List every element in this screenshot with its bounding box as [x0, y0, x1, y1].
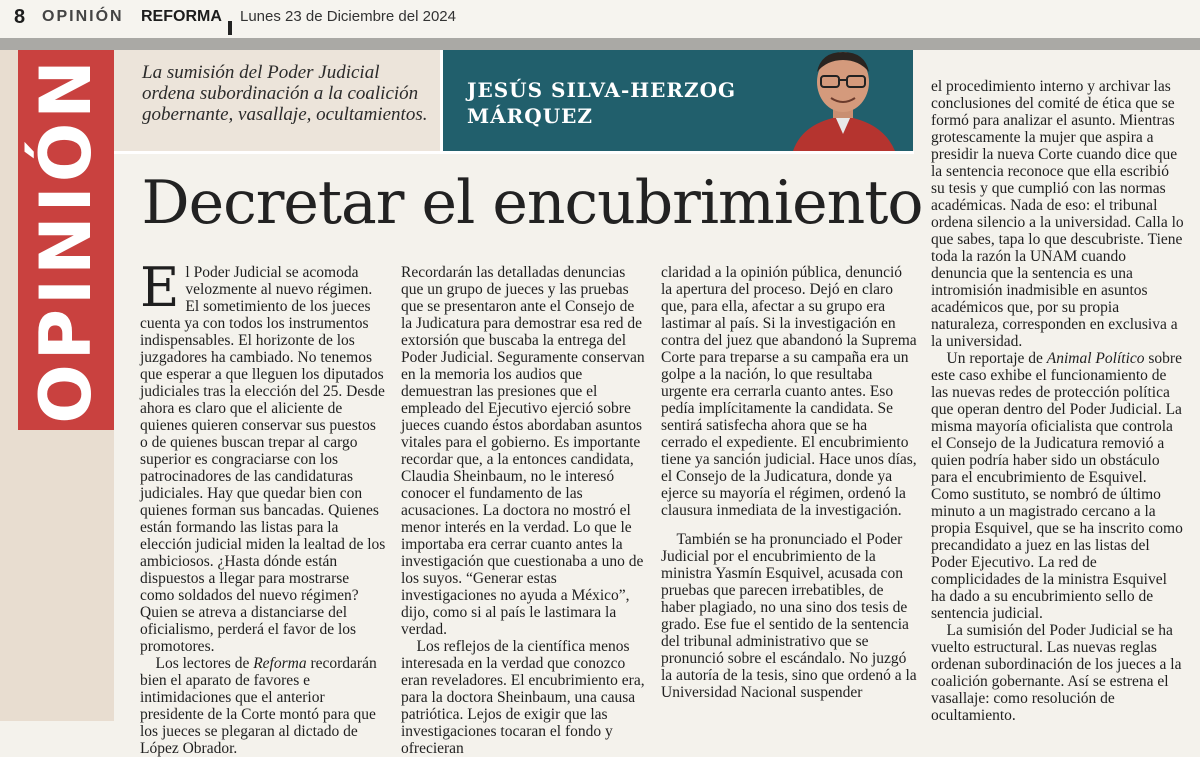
article-column-2: [401, 264, 647, 757]
vertical-section-title: [18, 50, 114, 430]
issue-date: Lunes 23 de Diciembre del 2024: [240, 8, 456, 25]
paragraph: el procedimiento interno y archivar las conclusiones del comité de ética que se formó para analizar el asunto. Mientras grotescamente la mujer que aspira a presidir la nueva Corte cuando dice que la sentencia reconoce que ella escribió su tesis y que cumplió con las normas académicas. Nada de eso: el tribunal ordena silencio a la universidad. Calla lo que sabes, tapa lo que descubriste. Tiene toda la razón la UNAM cuando denuncia que la sentencia es una intromisión inadmisible en asuntos académicos que, por su propia naturaleza, corresponden en exclusiva a la universidad.: [931, 78, 1184, 350]
paragraph: [401, 638, 647, 757]
paragraph-text: Un reportaje de: [946, 350, 1047, 367]
author-byline: [443, 50, 913, 151]
byline-bottom-rule: [114, 151, 914, 154]
section-name: OPINIÓN: [42, 8, 124, 25]
header-rule: [0, 38, 1200, 50]
dek-box: [114, 50, 440, 151]
vertical-title-text: OPINIÓN: [25, 56, 107, 424]
article-column-4: [931, 78, 1185, 724]
paragraph-text: Los reflejos de la científica menos interesada en la verdad que conozco eran reveladores. El encubrimiento era, para la doctora Sheinbaum, una causa patriótica. Lejos de exigir que las investigaciones tocaran el fondo y ofrecieran: [401, 638, 645, 757]
page-number: 8: [14, 6, 26, 28]
paragraph: [140, 256, 386, 655]
paragraph: claridad a la opinión pública, denunció la apertura del proceso. Dejó en claro que, para ella, afectar a su grupo era lastimar al país. Si la investigación en contra del juez que abandonó la Suprema Corte para treparse a su campaña era un golpe a la nación, lo que resultaba urgente era cerrarla cuanto antes. Eso pedía implícitamente la candidata. Se sentirá satisfecha ahora que se ha cerrado el expediente. El encubrimiento tiene ya sanción judicial. Hace unos días, el Consejo de la Judicatura, donde ya ejerce su mayoría el régimen, ordenó la clausura inmediata de la investigación.: [661, 264, 917, 519]
paragraph-text: Los lectores de: [155, 655, 254, 672]
paragraph-text: También se ha pronunciado el Poder Judicial por el encubrimiento de la ministra Yasmín Esquivel, acusada con pruebas que parecen irrebatibles, de haber plagiado, no una sino dos tesis de grado. Ese fue el sentido de la sentencia del tribunal administrativo que se pronunció sobre el escándalo. No juzgó la autoría de la tesis, sino que ordenó a la Universidad Nacional suspender: [661, 531, 917, 701]
author-name-line2: MÁRQUEZ: [467, 104, 593, 128]
author-portrait: [773, 50, 913, 151]
page-header: [0, 0, 1200, 38]
headline: Decretar el encubrimiento: [141, 168, 923, 238]
paragraph: [931, 350, 1185, 622]
paragraph: [931, 622, 1185, 724]
paragraph: [140, 655, 386, 757]
header-separator: [228, 21, 232, 35]
paragraph-text: La sumisión del Poder Judicial se ha vuelto estructural. Las nuevas reglas ordenan subordinación de los jueces a la coalición gobernante. Así se estrena el vasallaje: como resolución de ocultamiento.: [931, 622, 1182, 724]
drop-cap: E: [140, 256, 180, 319]
outlet-reference: Animal Político: [1046, 350, 1145, 367]
paragraph: [661, 531, 917, 701]
paragraph-text: sobre este caso exhibe el funcionamiento de las nuevas redes de protección política que operan dentro del Poder Judicial. La misma mayoría oficialista que controla el Consejo de la Judicatura removió a quien podría haber sido un obstáculo para el encubrimiento de Esquivel. Como sustituto, se nombró de último minuto a un magistrado cercano a la propia Esquivel, que se ha inscrito como precandidato a juez en las listas del Poder Ejecutivo. La red de complicidades de la ministra Esquivel ha dado a su encubrimiento sello de sentencia judicial.: [931, 350, 1183, 622]
paragraph-gap: [661, 519, 917, 531]
newspaper-name: REFORMA: [141, 8, 222, 25]
article-column-3: [661, 264, 917, 701]
paragraph-text: recordarán bien el aparato de favores e intimidaciones que el anterior presidente de la Corte montó para que los jueces se plegaran al dictado de López Obrador.: [140, 655, 377, 757]
paragraph: Recordarán las detalladas denuncias que un grupo de jueces y las pruebas que se presentaron ante el Consejo de la Judicatura para demostrar esa red de extorsión que buscaba la entrega del Poder Judicial. Seguramente conservan en la memoria los audios que demuestran las presiones que el empleado del Ejecutivo ejerció sobre jueces cuando éstos abordaban asuntos vitales para el gobierno. Es importante recordar que, a la entonces candidata, Claudia Sheinbaum, no le interesó conocer el fundamento de las acusaciones. La doctora no mostró el menor interés en la verdad. Lo que le importaba era cerrar cuanto antes la investigación que cuestionaba a uno de los suyos. “Generar estas investigaciones no ayuda a México”, dijo, como si al país le lastimara la verdad.: [401, 264, 645, 638]
author-name-line1: JESÚS SILVA-HERZOG: [467, 78, 737, 102]
newspaper-reference: Reforma: [253, 655, 307, 672]
article-column-1: [140, 256, 386, 757]
dek-text: La sumisión del Poder Judicial ordena subordinación a la coalición gobernante, vasallaje, ocultamientos.: [142, 62, 428, 125]
paragraph-text: l Poder Judicial se acomoda velozmente al nuevo régimen. El sometimiento de los jueces cuenta ya con todos los instrumentos indispensables. El horizonte de los juzgadores ha cambiado. No tenemos que esperar a que lleguen los diputados judiciales tras la elección del 25. Desde ahora es claro que el aliciente de quienes quieren conservar sus puestos o de quienes buscan trepar al cargo superior es congraciarse con los patrocinadores de las candidaturas judiciales. Hay que quedar bien con quienes forman sus bancadas. Quienes están formando las listas para la elección judicial miden la lealtad de los ambiciosos. ¿Hasta dónde están dispuestos a llegar para mostrarse como soldados del nuevo régimen? Quien se atreva a distanciarse del oficialismo, perderá el favor de los promotores.: [140, 264, 386, 655]
